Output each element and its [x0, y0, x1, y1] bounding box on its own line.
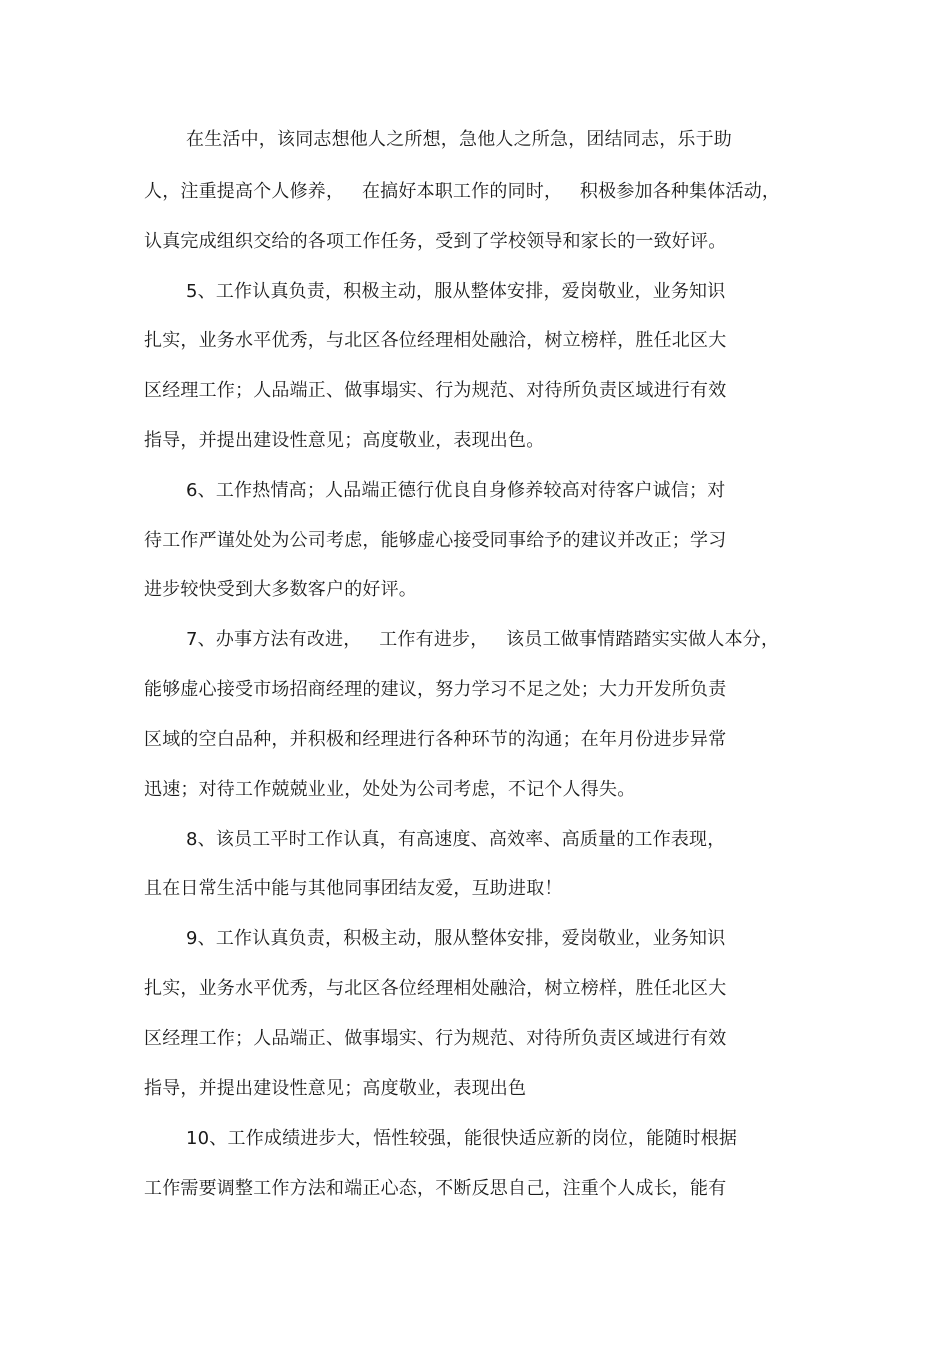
text-line: 10、工作成绩进步大，悟性较强，能很快适应新的岗位，能随时根据: [186, 1128, 738, 1149]
text-line: 7、办事方法有改进， 工作有进步， 该员工做事情踏踏实实做人本分，: [186, 629, 780, 650]
text-line: 且在日常生活中能与其他同事团结友爱，互助进取！: [144, 878, 563, 899]
text-line: 8、该员工平时工作认真，有高速度、高效率、高质量的工作表现，: [186, 829, 726, 850]
text-line: 认真完成组织交给的各项工作任务，受到了学校领导和家长的一致好评。: [144, 231, 727, 252]
text-line: 区经理工作；人品端正、做事塌实、行为规范、对待所负责区域进行有效: [144, 1028, 727, 1049]
text-line: 人，注重提高个人修养， 在搞好本职工作的同时， 积极参加各种集体活动，: [144, 181, 781, 202]
text-line: 6、工作热情高；人品端正德行优良自身修养较高对待客户诚信；对: [186, 480, 726, 501]
text-line: 在生活中，该同志想他人之所想，急他人之所急，团结同志，乐于助: [186, 129, 732, 150]
text-line: 工作需要调整工作方法和端正心态，不断反思自己，注重个人成长，能有: [144, 1178, 727, 1199]
text-line: 扎实，业务水平优秀，与北区各位经理相处融洽，树立榜样，胜任北区大: [144, 330, 727, 351]
text-line: 待工作严谨处处为公司考虑，能够虚心接受同事给予的建议并改正；学习: [144, 530, 727, 551]
text-line: 指导，并提出建设性意见；高度敬业，表现出色。: [144, 430, 545, 451]
text-line: 进步较快受到大多数客户的好评。: [144, 579, 417, 600]
text-line: 能够虚心接受市场招商经理的建议，努力学习不足之处；大力开发所负责: [144, 679, 727, 700]
text-line: 指导，并提出建设性意见；高度敬业，表现出色: [144, 1078, 527, 1099]
text-line: 扎实，业务水平优秀，与北区各位经理相处融洽，树立榜样，胜任北区大: [144, 978, 727, 999]
text-line: 迅速；对待工作兢兢业业，处处为公司考虑，不记个人得失。: [144, 779, 636, 800]
text-line: 区经理工作；人品端正、做事塌实、行为规范、对待所负责区域进行有效: [144, 380, 727, 401]
text-line: 9、工作认真负责，积极主动，服从整体安排，爱岗敬业，业务知识: [186, 928, 726, 949]
text-line: 5、工作认真负责，积极主动，服从整体安排，爱岗敬业，业务知识: [186, 281, 726, 302]
text-line: 区域的空白品种，并积极和经理进行各种环节的沟通；在年月份进步异常: [144, 729, 727, 750]
